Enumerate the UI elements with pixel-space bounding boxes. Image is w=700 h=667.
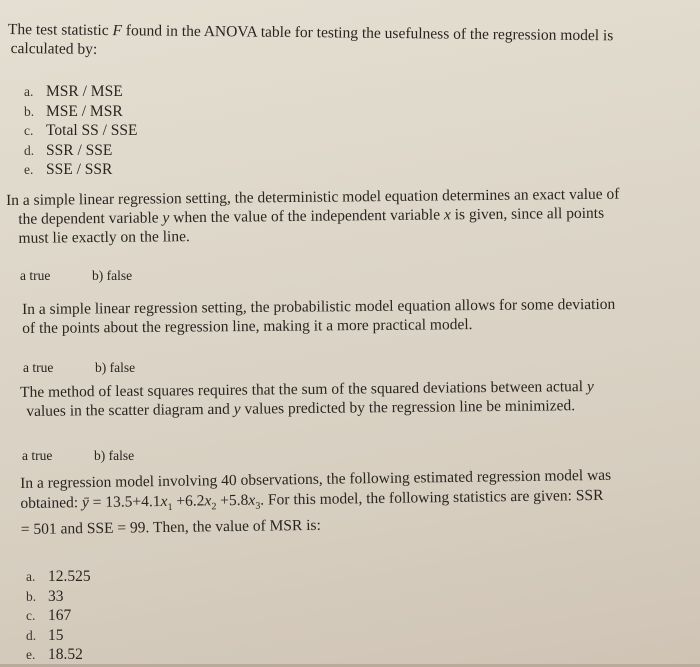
option-false[interactable]: b) false — [92, 268, 133, 283]
question-5 — [20, 465, 696, 541]
question-5-stem: In a regression model involving 40 observations, the following estimated regression model was obtained: ȳ = $13.5+4.1x_1 +6.2x_2 +5.8x_3$. For this model, the following statistics are given: SSR = 501 and SSE = 99. Then, the value of MSR is: — [20, 466, 612, 539]
question-3 — [22, 294, 692, 338]
question-2-stem: In a simple linear regression setting, the deterministic model equation determines an exact value of the dependent variable y when the value of the independent variable x is given, since all points must lie exactly on the line. — [6, 185, 620, 247]
question-2-options — [20, 268, 132, 284]
option-true[interactable]: a true — [22, 448, 53, 463]
option-true[interactable]: a true — [23, 360, 54, 375]
question-4 — [20, 376, 690, 421]
option-e[interactable]: e. SSE / SSR — [24, 161, 113, 178]
option-b[interactable]: b. MSE / MSR — [24, 102, 123, 120]
question-1-options — [24, 82, 138, 180]
option-b[interactable]: b. 33 — [26, 587, 64, 605]
option-c[interactable]: c. Total SS / SSE — [24, 122, 138, 139]
question-1 — [8, 20, 698, 65]
option-a[interactable]: a. MSR / MSE — [24, 83, 123, 100]
question-3-options — [23, 360, 135, 376]
option-c[interactable]: c. 167 — [26, 607, 72, 624]
question-4-options — [22, 448, 134, 464]
option-false[interactable]: b) false — [94, 448, 135, 463]
question-2 — [6, 184, 697, 248]
option-false[interactable]: b) false — [95, 360, 136, 375]
question-1-stem: The test statistic F found in the ANOVA table for testing the usefulness of the regression model is calculated by: — [7, 20, 614, 58]
question-5-options — [26, 567, 91, 665]
question-3-stem: In a simple linear regression setting, the probabilistic model equation allows for some deviation of the points about the regression line, making it a more practical model. — [22, 295, 616, 337]
option-a[interactable]: a. 12.525 — [26, 568, 91, 585]
option-e[interactable]: e. 18.52 — [26, 646, 83, 663]
option-d[interactable]: d. 15 — [26, 626, 64, 644]
option-d[interactable]: d. SSR / SSE — [24, 141, 113, 159]
option-true[interactable]: a true — [20, 268, 51, 283]
question-4-stem: The method of least squares requires that the sum of the squared deviations between actual y values in the scatter diagram and y values predicted by the regression line be minimized. — [20, 377, 594, 420]
regression-equation: ȳ = $13.5+4.1x_1 +6.2x_2 +5.8x_3$ — [81, 491, 261, 514]
